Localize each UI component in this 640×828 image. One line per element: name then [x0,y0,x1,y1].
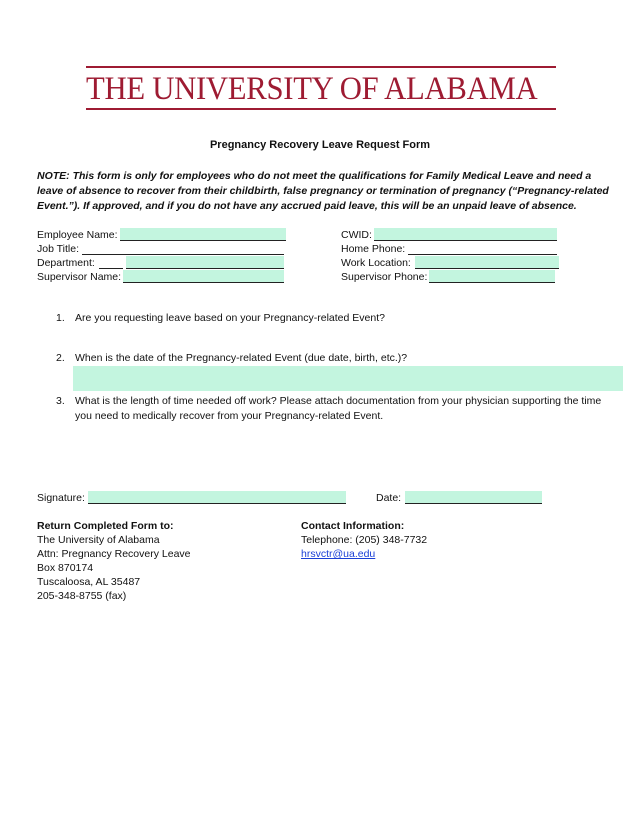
question-2-answer-field[interactable] [73,366,623,391]
work-location-label: Work Location: [341,257,411,269]
question-number: 3. [56,395,65,407]
date-label: Date: [376,492,402,504]
contact-heading: Contact Information: [301,520,405,532]
contact-email-link[interactable]: hrsvctr@ua.edu [301,548,376,560]
signature-row [37,491,85,505]
job-title-label: Job Title: [37,243,80,255]
date-row [376,491,401,505]
department-field-short[interactable] [99,256,123,269]
employee-name-field[interactable] [120,228,286,241]
date-field[interactable] [405,491,542,504]
logo-top-rule [86,66,556,68]
signature-label: Signature: [37,492,85,504]
supervisor-name-row [37,270,121,284]
question-1 [56,311,608,326]
form-title: Pregnancy Recovery Leave Request Form [209,139,431,151]
return-line: Attn: Pregnancy Recovery Leave [37,548,191,560]
question-text: What is the length of time needed off work? Please attach documentation from your physician supporting the time you need to medically recover from your Pregnancy-related Event. [75,395,602,422]
supervisor-phone-row [341,270,427,284]
home-phone-row [341,242,405,256]
cwid-field[interactable] [374,228,557,241]
university-logo [86,66,556,110]
employee-name-label: Employee Name: [37,229,118,241]
employee-name-row [37,228,118,242]
return-line: 205-348-8755 (fax) [37,590,127,602]
return-info [37,519,277,603]
logo-bottom-rule [86,108,556,110]
home-phone-field[interactable] [408,242,557,255]
return-line: Box 870174 [37,562,94,574]
logo-wordmark: THE UNIVERSITY OF ALABAMA [86,71,538,107]
job-title-row [37,242,79,256]
supervisor-name-field[interactable] [123,270,284,283]
question-text: Are you requesting leave based on your Pregnancy-related Event? [75,312,385,324]
return-line: Tuscaloosa, AL 35487 [37,576,141,588]
question-3 [56,394,608,424]
contact-telephone: Telephone: (205) 348-7732 [301,534,428,546]
supervisor-phone-label: Supervisor Phone: [341,271,428,283]
work-location-row [341,256,411,270]
supervisor-phone-field[interactable] [429,270,555,283]
signature-field[interactable] [88,491,346,504]
question-2 [56,351,608,366]
home-phone-label: Home Phone: [341,243,406,255]
return-line: The University of Alabama [37,534,160,546]
job-title-field[interactable] [82,242,284,255]
department-label: Department: [37,257,95,269]
work-location-field[interactable] [415,256,559,269]
question-number: 1. [56,312,65,324]
form-note: NOTE: This form is only for employees who do not meet the qualifications for Family Medical Leave and need a leave of absence to recover from their childbirth, false pregnancy or termination of pregnancy (“Pregnancy-related Event.”). If approved, and if you do not have any accrued paid leave, this will be an unpaid leave of absence. [37,170,609,212]
cwid-row [341,228,372,242]
question-text: When is the date of the Pregnancy-related Event (due date, birth, etc.)? [75,352,408,364]
contact-info [301,519,541,561]
return-heading: Return Completed Form to: [37,520,174,532]
supervisor-name-label: Supervisor Name: [37,271,122,283]
cwid-label: CWID: [341,229,372,241]
question-number: 2. [56,352,65,364]
department-row [37,256,95,270]
department-field[interactable] [126,256,284,269]
